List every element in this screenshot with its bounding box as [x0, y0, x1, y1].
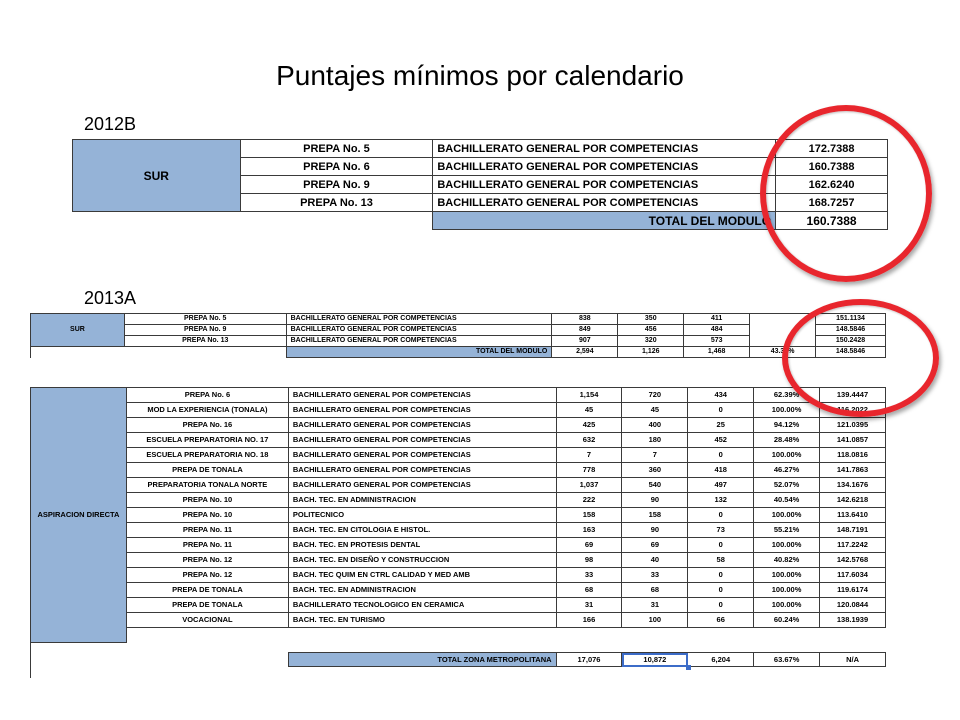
value-cell: 1,037	[556, 478, 622, 493]
program-cell: BACHILLERATO GENERAL POR COMPETENCIAS	[433, 194, 776, 212]
value-cell: 456	[618, 325, 684, 336]
prepa-cell: PREPA No. 12	[126, 568, 288, 583]
value-cell: 132	[688, 493, 754, 508]
total-value: 6,204	[688, 653, 754, 667]
percent-cell: 100.00%	[754, 403, 820, 418]
percent-cell: 28.48%	[754, 433, 820, 448]
program-cell: BACH. TEC. EN ADMINISTRACION	[288, 583, 556, 598]
value-cell: 0	[688, 508, 754, 523]
prepa-cell: PREPA No. 12	[126, 553, 288, 568]
prepa-cell: VOCACIONAL	[126, 613, 288, 628]
section-label-2013a: 2013A	[84, 288, 137, 308]
section-label-2012b: 2012B	[84, 114, 137, 134]
total-value: 1,468	[684, 347, 750, 358]
table-row	[31, 433, 886, 448]
total-label: TOTAL ZONA METROPOLITANA	[289, 653, 557, 667]
table-row	[31, 493, 886, 508]
score-cell: 168.7257	[776, 194, 888, 212]
percent-cell: 100.00%	[754, 598, 820, 613]
program-cell: BACH. TEC. EN ADMINISTRACION	[288, 493, 556, 508]
slide-title: Puntajes mínimos por calendario	[276, 60, 684, 91]
table-row	[31, 403, 886, 418]
value-cell: 222	[556, 493, 622, 508]
value-cell: 158	[556, 508, 622, 523]
value-cell: 166	[556, 613, 622, 628]
score-cell: 160.7388	[776, 158, 888, 176]
prepa-cell: PREPA No. 9	[124, 325, 286, 336]
prepa-cell: PREPA No. 10	[126, 508, 288, 523]
value-cell: 0	[688, 448, 754, 463]
percent-cell: 60.24%	[754, 613, 820, 628]
zone-cell: SUR	[73, 140, 241, 212]
value-cell: 73	[688, 523, 754, 538]
prepa-cell: PREPA No. 9	[240, 176, 433, 194]
value-cell: 90	[622, 493, 688, 508]
value-cell: 100	[622, 613, 688, 628]
value-cell: 90	[622, 523, 688, 538]
score-cell: 121.0395	[820, 418, 886, 433]
score-cell: 119.6174	[820, 583, 886, 598]
value-cell: 68	[556, 583, 622, 598]
highlight-ring-2012b	[760, 105, 932, 282]
prepa-cell: PREPA No. 11	[126, 523, 288, 538]
prepa-cell: PREPA DE TONALA	[126, 463, 288, 478]
value-cell: 320	[618, 336, 684, 347]
zone-cell: ASPIRACION DIRECTA	[31, 388, 127, 643]
table-row	[31, 553, 886, 568]
table-row	[73, 140, 888, 158]
percent-cell: 52.07%	[754, 478, 820, 493]
prepa-cell: MOD LA EXPERIENCIA (TONALA)	[126, 403, 288, 418]
prepa-cell: PREPA No. 5	[124, 314, 286, 325]
score-cell: 117.2242	[820, 538, 886, 553]
value-cell: 33	[622, 568, 688, 583]
value-cell: 158	[622, 508, 688, 523]
table-row	[31, 388, 886, 403]
zone-cell: SUR	[31, 314, 125, 347]
program-cell: BACHILLERATO TECNOLOGICO EN CERAMICA	[288, 598, 556, 613]
value-cell: 411	[684, 314, 750, 325]
value-cell: 778	[556, 463, 622, 478]
program-cell: BACHILLERATO GENERAL POR COMPETENCIAS	[286, 314, 552, 325]
table-2013a-sur	[30, 313, 886, 358]
score-cell: 113.6410	[820, 508, 886, 523]
program-cell: BACHILLERATO GENERAL POR COMPETENCIAS	[286, 336, 552, 347]
total-label: TOTAL DEL MODULO	[433, 212, 776, 230]
value-cell: 98	[556, 553, 622, 568]
percent-cell: 100.00%	[754, 538, 820, 553]
value-cell: 0	[688, 538, 754, 553]
score-cell: 148.5846	[816, 325, 886, 336]
program-cell: BACH. TEC. EN CITOLOGIA E HISTOL.	[288, 523, 556, 538]
value-cell: 400	[622, 418, 688, 433]
value-cell: 849	[552, 325, 618, 336]
prepa-cell: PREPA No. 13	[124, 336, 286, 347]
score-cell: 172.7388	[776, 140, 888, 158]
prepa-cell: PREPA No. 16	[126, 418, 288, 433]
value-cell: 1,154	[556, 388, 622, 403]
percent-cell: 55.21%	[754, 523, 820, 538]
program-cell: BACHILLERATO GENERAL POR COMPETENCIAS	[288, 463, 556, 478]
program-cell: BACH. TEC. EN PROTESIS DENTAL	[288, 538, 556, 553]
total-label: TOTAL DEL MODULO	[286, 347, 552, 358]
total-percent: 63.67%	[754, 653, 820, 667]
percent-cell: 100.00%	[754, 508, 820, 523]
program-cell: BACHILLERATO GENERAL POR COMPETENCIAS	[288, 448, 556, 463]
value-cell: 360	[622, 463, 688, 478]
prepa-cell: PREPA No. 6	[240, 158, 433, 176]
value-cell: 69	[556, 538, 622, 553]
score-cell: 162.6240	[776, 176, 888, 194]
value-cell: 0	[688, 403, 754, 418]
value-cell: 163	[556, 523, 622, 538]
prepa-cell: PREPA No. 5	[240, 140, 433, 158]
selected-cell[interactable]: 10,872	[622, 653, 688, 667]
value-cell: 31	[556, 598, 622, 613]
percent-cell: 100.00%	[754, 583, 820, 598]
table-row	[31, 508, 886, 523]
total-value: 17,076	[556, 653, 622, 667]
score-cell: 139.4447	[820, 388, 886, 403]
prepa-cell: PREPA No. 10	[126, 493, 288, 508]
value-cell: 45	[622, 403, 688, 418]
fill-handle[interactable]	[686, 665, 691, 670]
program-cell: BACHILLERATO GENERAL POR COMPETENCIAS	[288, 433, 556, 448]
prepa-cell: PREPA DE TONALA	[126, 583, 288, 598]
value-cell: 350	[618, 314, 684, 325]
program-cell: BACHILLERATO GENERAL POR COMPETENCIAS	[433, 176, 776, 194]
program-cell: BACHILLERATO GENERAL POR COMPETENCIAS	[288, 418, 556, 433]
highlight-ring-2013a	[782, 299, 939, 417]
table-row	[31, 418, 886, 433]
percent-cell: 40.54%	[754, 493, 820, 508]
score-cell: 134.1676	[820, 478, 886, 493]
table-row	[31, 538, 886, 553]
score-cell: 120.0844	[820, 598, 886, 613]
value-cell: 838	[552, 314, 618, 325]
percent-cell: 40.82%	[754, 553, 820, 568]
table-row	[31, 583, 886, 598]
total-value: 2,594	[552, 347, 618, 358]
value-cell: 31	[622, 598, 688, 613]
percent-cell: 62.39%	[754, 388, 820, 403]
value-cell: 632	[556, 433, 622, 448]
value-cell: 33	[556, 568, 622, 583]
prepa-cell: ESCUELA PREPARATORIA NO. 17	[126, 433, 288, 448]
table-row	[31, 598, 886, 613]
percent-cell: 94.12%	[754, 418, 820, 433]
total-value: 1,126	[618, 347, 684, 358]
value-cell: 40	[622, 553, 688, 568]
value-cell: 66	[688, 613, 754, 628]
left-border-line	[30, 638, 31, 678]
table-metro-total	[288, 652, 886, 667]
prepa-cell: PREPA DE TONALA	[126, 598, 288, 613]
value-cell: 45	[556, 403, 622, 418]
table-row	[31, 478, 886, 493]
score-cell: 141.0857	[820, 433, 886, 448]
table-row	[31, 568, 886, 583]
value-cell: 7	[622, 448, 688, 463]
total-score: N/A	[820, 653, 886, 667]
table-row	[31, 613, 886, 628]
total-row	[289, 653, 886, 667]
program-cell: BACH. TEC. EN DISEÑO Y CONSTRUCCION	[288, 553, 556, 568]
table-row	[31, 463, 886, 478]
value-cell: 907	[552, 336, 618, 347]
total-score: 160.7388	[776, 212, 888, 230]
prepa-cell: PREPA No. 6	[126, 388, 288, 403]
table-row	[31, 448, 886, 463]
table-row	[31, 523, 886, 538]
score-cell: 117.6034	[820, 568, 886, 583]
value-cell: 540	[622, 478, 688, 493]
program-cell: BACHILLERATO GENERAL POR COMPETENCIAS	[288, 388, 556, 403]
value-cell: 434	[688, 388, 754, 403]
value-cell: 720	[622, 388, 688, 403]
score-cell: 142.5768	[820, 553, 886, 568]
value-cell: 452	[688, 433, 754, 448]
prepa-cell: PREPA No. 13	[240, 194, 433, 212]
program-cell: BACH. TEC. EN TURISMO	[288, 613, 556, 628]
table-2013a-aspiracion	[30, 387, 886, 643]
value-cell: 0	[688, 583, 754, 598]
blank-row	[31, 628, 886, 643]
percent-cell: 100.00%	[754, 448, 820, 463]
percent-cell: 46.27%	[754, 463, 820, 478]
prepa-cell: PREPARATORIA TONALA NORTE	[126, 478, 288, 493]
total-row	[31, 347, 886, 358]
value-cell: 425	[556, 418, 622, 433]
score-cell: 138.1939	[820, 613, 886, 628]
prepa-cell: PREPA No. 11	[126, 538, 288, 553]
percent-cell: 100.00%	[754, 568, 820, 583]
score-cell: 141.7863	[820, 463, 886, 478]
value-cell: 58	[688, 553, 754, 568]
program-cell: BACHILLERATO GENERAL POR COMPETENCIAS	[433, 140, 776, 158]
value-cell: 7	[556, 448, 622, 463]
value-cell: 0	[688, 598, 754, 613]
score-cell: 142.6218	[820, 493, 886, 508]
prepa-cell: ESCUELA PREPARATORIA NO. 18	[126, 448, 288, 463]
program-cell: BACHILLERATO GENERAL POR COMPETENCIAS	[286, 325, 552, 336]
score-cell: 150.2428	[816, 336, 886, 347]
program-cell: POLITECNICO	[288, 508, 556, 523]
value-cell: 180	[622, 433, 688, 448]
program-cell: BACHILLERATO GENERAL POR COMPETENCIAS	[433, 158, 776, 176]
value-cell: 497	[688, 478, 754, 493]
value-cell: 68	[622, 583, 688, 598]
value-cell: 25	[688, 418, 754, 433]
value-cell: 418	[688, 463, 754, 478]
program-cell: BACHILLERATO GENERAL POR COMPETENCIAS	[288, 478, 556, 493]
value-cell: 484	[684, 325, 750, 336]
value-cell: 0	[688, 568, 754, 583]
total-score: 148.5846	[816, 347, 886, 358]
score-cell: 148.7191	[820, 523, 886, 538]
value-cell: 573	[684, 336, 750, 347]
value-cell: 69	[622, 538, 688, 553]
total-percent: 43.31%	[750, 347, 816, 358]
score-cell: 118.0816	[820, 448, 886, 463]
score-cell: 151.1134	[816, 314, 886, 325]
table-row	[31, 314, 886, 325]
score-cell: 116.2022	[820, 403, 886, 418]
program-cell: BACH. TEC QUIM EN CTRL CALIDAD Y MED AMB	[288, 568, 556, 583]
program-cell: BACHILLERATO GENERAL POR COMPETENCIAS	[288, 403, 556, 418]
